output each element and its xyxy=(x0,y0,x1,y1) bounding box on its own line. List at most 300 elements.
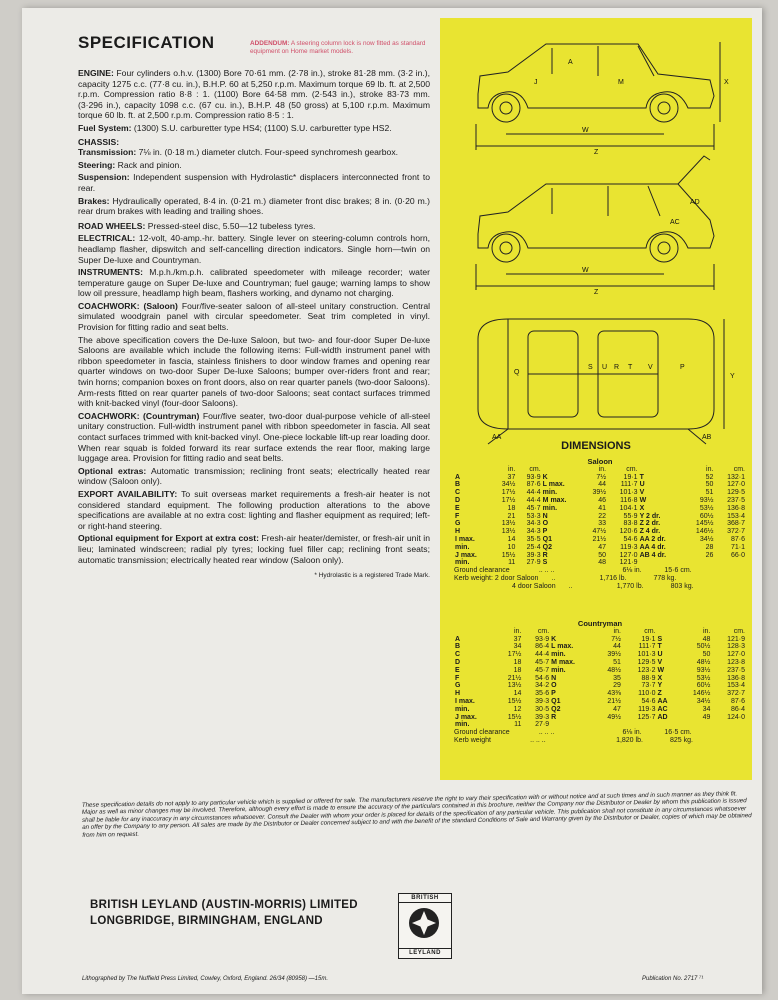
countryman-label-z: Z xyxy=(594,289,599,296)
dimension-key: T xyxy=(657,643,662,651)
ground-in: 6⅛ in. xyxy=(622,729,642,737)
table-row xyxy=(454,721,746,729)
optional-extras-text: Automatic transmission; reclining front seats; electrically heated rear window (Saloon only). xyxy=(78,465,430,487)
optional-extras-heading: Optional extras: xyxy=(78,465,147,476)
export-heading: EXPORT AVAILABILITY: xyxy=(78,488,178,499)
engine-section xyxy=(78,68,430,121)
dimension-value: 51 xyxy=(613,658,621,666)
dimension-value: 104·1 xyxy=(619,504,638,512)
dimension-key: H xyxy=(455,528,461,536)
countryman-pillars xyxy=(552,186,660,216)
dimension-value: 47 xyxy=(613,705,621,713)
dimension-value: 87·6 xyxy=(730,697,745,705)
dimension-value: 19·1 xyxy=(641,635,656,643)
saloon-summary xyxy=(454,567,746,591)
dimension-value: 53½ xyxy=(696,674,711,682)
dimension-value: 30·5 xyxy=(535,705,550,713)
dimension-key: AD xyxy=(657,713,668,721)
dimension-value: 54·6 xyxy=(535,674,550,682)
dimension-value: 128·3 xyxy=(727,643,745,651)
brochure-page xyxy=(22,8,762,994)
dimension-value: 14 xyxy=(513,690,522,698)
dimension-value: 123·8 xyxy=(727,658,745,666)
dimension-value: 54·6 xyxy=(623,535,638,543)
unit-cell: in. xyxy=(507,465,516,473)
saloon-table xyxy=(454,466,746,567)
addendum-text: A steering column lock is now fitted as standard equipment on Home market models. xyxy=(250,40,426,55)
company-address xyxy=(90,897,358,929)
dimension-value: 50 xyxy=(705,481,714,489)
dimension-value: 50½ xyxy=(696,643,711,651)
dimension-value xyxy=(711,721,746,729)
saloon-rear-hub xyxy=(658,102,670,114)
dimension-value: 111·7 xyxy=(620,481,638,489)
ground-in: 6⅛ in. xyxy=(622,567,642,575)
dimension-value: 18 xyxy=(513,658,522,666)
dimension-value: 22 xyxy=(598,512,607,520)
dimensions-title: DIMENSIONS xyxy=(561,440,631,452)
trademark-note: * Hydrolastic is a registered Trade Mark. xyxy=(314,572,430,580)
dimension-key: C xyxy=(455,651,461,659)
dimension-value: 27·9 xyxy=(535,721,550,729)
steering-text: Rack and pinion. xyxy=(117,159,182,170)
dimension-value: 368·7 xyxy=(727,520,745,528)
dimension-key: AA 4 dr. xyxy=(639,543,666,551)
dimension-value: 48 xyxy=(598,559,607,567)
dimension-value: 34 xyxy=(513,643,522,651)
dimension-key: X xyxy=(657,674,663,682)
plan-label-q: Q xyxy=(514,369,520,376)
dimension-key: AC xyxy=(657,705,668,713)
dimension-key: J max. xyxy=(455,551,477,559)
dimension-value: 48½ xyxy=(696,658,711,666)
dimension-value: 45·7 xyxy=(535,666,550,674)
dimension-value: 44·4 xyxy=(526,489,541,497)
plan-label-v: V xyxy=(648,364,653,371)
dimension-value: 39·3 xyxy=(535,713,550,721)
table-row xyxy=(454,505,746,513)
countryman-summary xyxy=(454,729,746,745)
countryman-front-wheel xyxy=(492,234,520,262)
dimension-value: 237·5 xyxy=(727,496,745,504)
dimension-key: AA xyxy=(657,697,668,705)
dimension-key: C xyxy=(455,489,461,497)
dimension-key: AB 4 dr. xyxy=(639,551,667,559)
dimension-value: 372·7 xyxy=(727,528,745,536)
dimension-key: P xyxy=(551,690,556,698)
dimension-value xyxy=(622,721,657,729)
unit-cell: in. xyxy=(613,627,621,635)
dimension-value: 86·4 xyxy=(535,643,550,651)
dimension-value: 129·5 xyxy=(637,658,656,666)
table-row xyxy=(454,667,746,675)
dimension-value: 34·3 xyxy=(526,520,541,528)
dimension-key: S xyxy=(542,559,548,567)
dimension-key: Q2 xyxy=(551,705,561,713)
dimension-value: 35·5 xyxy=(526,535,541,543)
saloon-kerb-2door: Kerb weight: 2 door Saloon .. 1,716 lb. 778 kg. xyxy=(454,575,677,583)
saloon-body-outline xyxy=(478,44,714,108)
dimension-value: 10 xyxy=(507,543,516,551)
countryman-rows xyxy=(454,636,746,730)
transmission-text: 7⅛ in. (0·18 m.) diameter clutch. Four-speed synchromesh gearbox. xyxy=(138,147,399,158)
instruments-section xyxy=(78,267,430,299)
dimension-value: 17½ xyxy=(507,651,522,659)
plan-label-y: Y xyxy=(730,373,735,380)
dimension-value: 93·9 xyxy=(535,635,550,643)
table-row xyxy=(454,536,746,544)
transmission-section xyxy=(78,147,430,158)
british-leyland-logo xyxy=(398,893,452,959)
dimension-value: 120·6 xyxy=(619,528,638,536)
dimension-value: 101·3 xyxy=(619,489,638,497)
export-section xyxy=(78,489,430,531)
dimension-value xyxy=(595,721,622,729)
dimension-key: B xyxy=(455,643,461,651)
steering-heading: Steering: xyxy=(78,159,116,170)
dimension-value: 26 xyxy=(705,551,714,559)
saloon-side-diagram xyxy=(476,42,720,150)
table-row xyxy=(454,466,746,474)
printer-credit: Lithographed by The Nuffield Press Limited, Cowley, Oxford, England. 26/34 (80958) —15m. xyxy=(82,976,329,982)
dimension-value: 132·1 xyxy=(727,473,745,481)
dimension-value: 18 xyxy=(507,504,516,512)
plan-label-aa: AA xyxy=(492,434,502,441)
table-row xyxy=(454,544,746,552)
dimension-key: I max. xyxy=(455,535,475,543)
countryman-label-w: W xyxy=(582,267,589,274)
dimension-value: 13½ xyxy=(501,520,516,528)
table-row xyxy=(454,714,746,722)
leyland-emblem-icon xyxy=(399,903,449,943)
dimension-key: Q1 xyxy=(551,697,561,705)
table-row xyxy=(454,643,746,651)
dimension-key: T xyxy=(639,473,644,481)
coachwork-saloon-section xyxy=(78,301,430,333)
table-row xyxy=(454,520,746,528)
dimension-value: 127·0 xyxy=(727,481,745,489)
dimension-value: 27·9 xyxy=(526,559,541,567)
saloon-label-j: J xyxy=(534,79,538,86)
coachwork-countryman-heading: COACHWORK: (Countryman) xyxy=(78,410,200,421)
dimension-value: 44 xyxy=(613,643,621,651)
dimension-value: 73·7 xyxy=(641,682,656,690)
company-name: BRITISH LEYLAND (AUSTIN-MORRIS) LIMITED xyxy=(90,899,358,911)
dimension-key: J max. xyxy=(455,713,477,721)
unit-cell: in. xyxy=(702,627,711,635)
addendum-label: ADDENDUM: xyxy=(250,40,290,47)
road-wheels-heading: ROAD WHEELS: xyxy=(78,220,146,231)
kerb-label: Kerb weight: 2 door Saloon xyxy=(454,575,539,583)
plan-view-diagram xyxy=(478,319,724,444)
dimension-key: U xyxy=(639,481,645,489)
coachwork-countryman-section xyxy=(78,411,430,464)
dimension-value: 35·6 xyxy=(535,690,550,698)
dimension-value: 45·7 xyxy=(526,504,541,512)
unit-cell: cm. xyxy=(537,627,550,635)
ground-cm: 15·6 cm. xyxy=(664,567,692,575)
dimension-key: Z xyxy=(657,690,662,698)
dimension-value: 123·2 xyxy=(637,666,656,674)
unit-cell: in. xyxy=(598,465,607,473)
dimension-value: 46 xyxy=(598,496,607,504)
export-optional-heading: Optional equipment for Export at extra cost: xyxy=(78,533,259,544)
coachwork-countryman-text: Four/five seater, two-door dual-purpose vehicle of all-steel unitary construction. Full-width instrument panel with ribbon speedometer in fascia. All seat contact surfaces trimmed with knit-backed vinyl. One-piece lockable lift-up rear loading door. When rear squab is folded forward its rear surface extends the rear floor, making large luggage area. Provision for fitting radio and seat belts. xyxy=(78,410,431,464)
plan-label-s: S xyxy=(588,364,593,371)
dimension-value: 87·6 xyxy=(526,481,541,489)
dimension-value: 121·9 xyxy=(727,635,745,643)
engine-text: Four cylinders o.h.v. (1300) Bore 70·61 mm. (2·78 in.), stroke 81·28 mm. (3·2 in.), capacity 1275 c.c. (77·8 cu. in.), B.H.P. 60 at 5,250 r.p.m. Maximum torque 69 lb. ft. at 2,500 r.p.m. Compression ratio 8·8 : 1. (1100) Bore 64·58 mm. (2·543 in.), stroke 83·73 mm. (3·296 in.), capacity 1098 c.c. (67 cu. in.), B.H.P. 48 (50 gross) at 5,100 r.p.m. Maximum torque 60 lb. ft. at 2,500 r.p.m. Compression ratio 8·5 : 1. xyxy=(78,68,430,121)
saloon-ground-clearance: Ground clearance .. .. .. 6⅛ in. 15·6 cm. xyxy=(454,567,692,575)
dimension-value: 124·0 xyxy=(727,713,745,721)
countryman-label-ac: AC xyxy=(670,219,680,226)
unit-cell: cm. xyxy=(733,627,745,635)
dimension-value: 19·1 xyxy=(623,473,638,481)
dimension-key: Q2 xyxy=(542,543,553,551)
dimension-key: O xyxy=(542,520,549,528)
dimensions-panel xyxy=(440,18,752,780)
saloon-dimensions-table xyxy=(454,458,746,591)
dimension-value: 101·3 xyxy=(637,651,656,659)
dimension-value: 129·5 xyxy=(727,489,745,497)
dimension-value: 60½ xyxy=(699,512,714,520)
dimension-value: 60½ xyxy=(696,682,711,690)
dimension-value: 34½ xyxy=(501,481,516,489)
suspension-text: Independent suspension with Hydrolastic* displacers interconnected front to rear. xyxy=(78,172,430,193)
instruments-heading: INSTRUMENTS: xyxy=(78,267,143,278)
dimension-value: 43⅜ xyxy=(607,690,621,698)
table-row xyxy=(454,489,746,497)
table-row xyxy=(454,628,746,636)
dimension-value: 44 xyxy=(598,481,607,489)
dimension-value: 50 xyxy=(702,651,711,659)
dimension-key: W xyxy=(639,496,647,504)
optional-extras-section xyxy=(78,466,430,487)
dimension-key: S xyxy=(657,635,663,643)
dimension-key: N xyxy=(551,674,557,682)
dimension-key: min. xyxy=(551,666,566,674)
logo-top-text: BRITISH xyxy=(399,894,451,903)
dimension-key: V xyxy=(657,658,663,666)
plan-label-u: U xyxy=(602,364,608,371)
dimension-value: 11 xyxy=(508,559,516,567)
kerb-lb: 1,820 lb. xyxy=(616,737,643,745)
electrical-section xyxy=(78,233,430,265)
dimension-value: 21½ xyxy=(507,674,522,682)
brakes-text: Hydraulically operated, 8·4 in. (0·21 m.) diameter front disc brakes; 8 in. (0·20 m.) rear drum brakes with leading and trailing shoes. xyxy=(78,195,430,217)
saloon-rows xyxy=(454,474,746,568)
dimension-key: U xyxy=(657,651,663,659)
instruments-text: M.p.h./km.p.h. calibrated speedometer with mileage recorder; water temperature gauge on Super De-luxe and Countryman; fuel gauge; warning lamps to show low oil pressure, headlamp high beam, flashers working, and dynamo not charging. xyxy=(78,267,430,299)
dimension-value: 13½ xyxy=(507,682,522,690)
dimension-value: 136·8 xyxy=(727,674,745,682)
dimension-key: Y xyxy=(657,682,663,690)
dimension-value: 25·4 xyxy=(526,543,541,551)
saloon-label-w: W xyxy=(582,127,589,134)
dimension-value: 17½ xyxy=(501,496,516,504)
countryman-table xyxy=(454,628,746,729)
dimension-value: 39½ xyxy=(607,651,621,659)
dimension-value: 125·7 xyxy=(637,713,656,721)
table-row xyxy=(454,682,746,690)
dimension-value: 18 xyxy=(513,666,522,674)
dimension-key: AA 2 dr. xyxy=(639,535,666,543)
table-row xyxy=(454,559,746,567)
saloon-front-hub xyxy=(500,102,512,114)
export-optional-section xyxy=(78,533,430,565)
dimension-key xyxy=(639,559,684,567)
unit-cell: cm. xyxy=(626,465,638,473)
dimension-value: 119·3 xyxy=(620,543,638,551)
dimension-value: 14 xyxy=(507,535,516,543)
dimension-value: 15½ xyxy=(507,697,522,705)
dimension-value: 7½ xyxy=(611,635,621,643)
dimension-value: 7½ xyxy=(596,473,607,481)
suspension-section xyxy=(78,172,430,193)
dimension-value: 66·0 xyxy=(730,551,745,559)
countryman-dimensions-table xyxy=(454,620,746,745)
engine-heading: ENGINE: xyxy=(78,68,114,78)
countryman-label-ad: AD xyxy=(690,199,700,206)
dimension-value: 34½ xyxy=(696,697,711,705)
saloon-table-title: Saloon xyxy=(587,457,613,466)
dimension-key: Z 4 dr. xyxy=(639,528,661,536)
dimension-value: 37 xyxy=(513,635,522,643)
dimension-key: min. xyxy=(542,504,558,512)
dimension-value: 47 xyxy=(598,543,607,551)
dimension-value: 47½ xyxy=(592,528,607,536)
dimension-value: 49 xyxy=(702,713,711,721)
dimension-key: Z 2 dr. xyxy=(639,520,661,528)
dimension-value: 153·4 xyxy=(727,512,745,520)
dimension-value: 44·4 xyxy=(535,651,550,659)
dimension-value: 21½ xyxy=(592,535,607,543)
table-row xyxy=(454,690,746,698)
export-text: To suit overseas market requirements a fresh-air heater is not considered standard equipment. The following production alterations to the above specifications are available at no extra cost: lighting and flasher equipment as required; left- or right-hand steering. xyxy=(78,488,430,531)
kerb-4door-label: 4 door Saloon xyxy=(512,583,556,591)
dimension-value: 55·9 xyxy=(623,512,638,520)
dimension-key: R xyxy=(551,713,557,721)
unit-cell: cm. xyxy=(529,465,541,473)
dimension-value: 71·1 xyxy=(730,543,745,551)
unit-cell: cm. xyxy=(733,465,745,473)
saloon-front-wheel xyxy=(492,94,520,122)
addendum-note xyxy=(250,40,440,56)
dimension-value: 37 xyxy=(507,473,516,481)
table-row xyxy=(454,706,746,714)
dimension-value: 34·3 xyxy=(526,528,541,536)
coachwork-saloon-text: Four/five-seater saloon of all-steel unitary construction. Central simulated woodgrain panel with circular speedometer. Seat trim completed in vinyl. Provision for fitting radio and seat belts. xyxy=(78,300,431,333)
dimension-value: 51 xyxy=(705,489,714,497)
dimension-key: Y 2 dr. xyxy=(639,512,661,520)
dimension-key: K xyxy=(542,473,548,481)
dimension-value: 93½ xyxy=(696,666,711,674)
table-row xyxy=(454,497,746,505)
dimension-value: 44·4 xyxy=(526,496,541,504)
dimension-key xyxy=(550,721,595,729)
dimension-value: 372·7 xyxy=(727,690,745,698)
fuel-text: (1300) S.U. carburetter type HS4; (1100) S.U. carburetter type HS2. xyxy=(133,122,392,133)
saloon-label-z: Z xyxy=(594,149,599,156)
disclaimer-text: These specification details do not apply to any particular vehicle which is supplied or offered for sale. The manufacturers reserve the right to vary their specification with or without notice and at such times and in such manner as they think fit. Major as well as minor changes may be involved. Therefore, although every effort is made to ensure the accuracy of the particulars contained in this brochure, neither the Company nor the Distributor or Dealer by whom this publication is issued shall be liable for any inaccuracy in any circumstances whatsoever. Consult the Dealer with whom your order is placed for details of the specification of any particular vehicle. This publication shall not constitute in any circumstances whatsoever an offer by the Company to any person. All sales are made by the Distributor or Dealer concerned subject to and with the benefit of the standard Conditions of Sale and Warranty given by the Distributor or Dealer, copies of which may be obtained from him on request. xyxy=(81,790,752,839)
dimension-value: 116·8 xyxy=(620,496,638,504)
dimension-key xyxy=(656,721,677,729)
kerb-2door-kg: 778 kg. xyxy=(653,575,677,583)
dimension-key: min. xyxy=(455,559,470,567)
dimension-value: 29 xyxy=(613,682,621,690)
dimension-key: P xyxy=(542,528,548,536)
dimension-value: 33 xyxy=(598,520,607,528)
electrical-heading: ELECTRICAL: xyxy=(78,233,136,244)
dimension-diagrams xyxy=(448,24,744,454)
dimension-value: 54·6 xyxy=(641,697,656,705)
dimension-key: F xyxy=(455,512,460,520)
dimension-value: 34·2 xyxy=(535,682,550,690)
dimension-value: 34½ xyxy=(699,535,714,543)
dimension-value: 110·0 xyxy=(638,690,656,698)
dimension-key: I max. xyxy=(455,697,475,705)
dimension-value: 127·0 xyxy=(727,651,745,659)
dimension-value: 53·3 xyxy=(526,512,541,520)
electrical-text: 12-volt, 40-amp.-hr. battery. Single lever on steering-column controls horn, headlamp flasher, dipswitch and self-cancelling direction indicators. Single horn—twin on Super De-luxe and Countryman. xyxy=(78,233,431,265)
dimension-key: B xyxy=(455,481,461,489)
ground-label: Ground clearance xyxy=(454,729,510,737)
dimension-value: 119·3 xyxy=(638,705,656,713)
dimension-value: 127·0 xyxy=(619,551,638,559)
dimension-key: V xyxy=(639,489,645,497)
dimension-value: 48½ xyxy=(607,666,621,674)
plan-label-p: P xyxy=(680,364,685,371)
dimension-value: 121·9 xyxy=(619,559,638,567)
table-row xyxy=(454,659,746,667)
dimension-key: X xyxy=(639,504,645,512)
dimension-value: 53½ xyxy=(699,504,714,512)
dimension-key: L max. xyxy=(551,643,574,651)
dimension-value: 146½ xyxy=(695,528,714,536)
dimension-key: M max. xyxy=(542,496,567,504)
dimension-key: min. xyxy=(551,651,566,659)
dimension-value: 237·5 xyxy=(727,666,745,674)
road-wheels-section xyxy=(78,221,430,232)
dimension-value: 146½ xyxy=(692,690,711,698)
saloon-label-a: A xyxy=(568,59,573,66)
brakes-section xyxy=(78,196,430,217)
table-row xyxy=(454,474,746,482)
dimension-key: G xyxy=(455,520,461,528)
ground-label: Ground clearance xyxy=(454,567,510,575)
countryman-body-outline xyxy=(478,184,714,248)
dimension-value: 21 xyxy=(507,512,516,520)
dimension-key: R xyxy=(542,551,548,559)
dimension-value: 11 xyxy=(514,721,522,729)
countryman-kerb-weight: Kerb weight .. .. .. 1,820 lb. 825 kg. xyxy=(454,737,693,745)
dimension-key: A xyxy=(455,473,461,481)
saloon-rear-wheel xyxy=(650,94,678,122)
steering-section xyxy=(78,160,430,171)
table-row xyxy=(454,698,746,706)
dimension-value: 35 xyxy=(613,674,621,682)
super-deluxe-section xyxy=(78,335,430,409)
dimension-key: D xyxy=(455,658,461,666)
dimension-value: 41 xyxy=(598,504,607,512)
coachwork-saloon-heading: COACHWORK: (Saloon) xyxy=(78,300,178,311)
dimension-value: 15½ xyxy=(501,551,516,559)
dimension-value: 39½ xyxy=(592,489,607,497)
dimension-value: 39·3 xyxy=(535,697,550,705)
dimension-value: 153·4 xyxy=(727,682,745,690)
dimension-value: 86·4 xyxy=(730,705,745,713)
ground-cm: 16·5 cm. xyxy=(664,729,692,737)
